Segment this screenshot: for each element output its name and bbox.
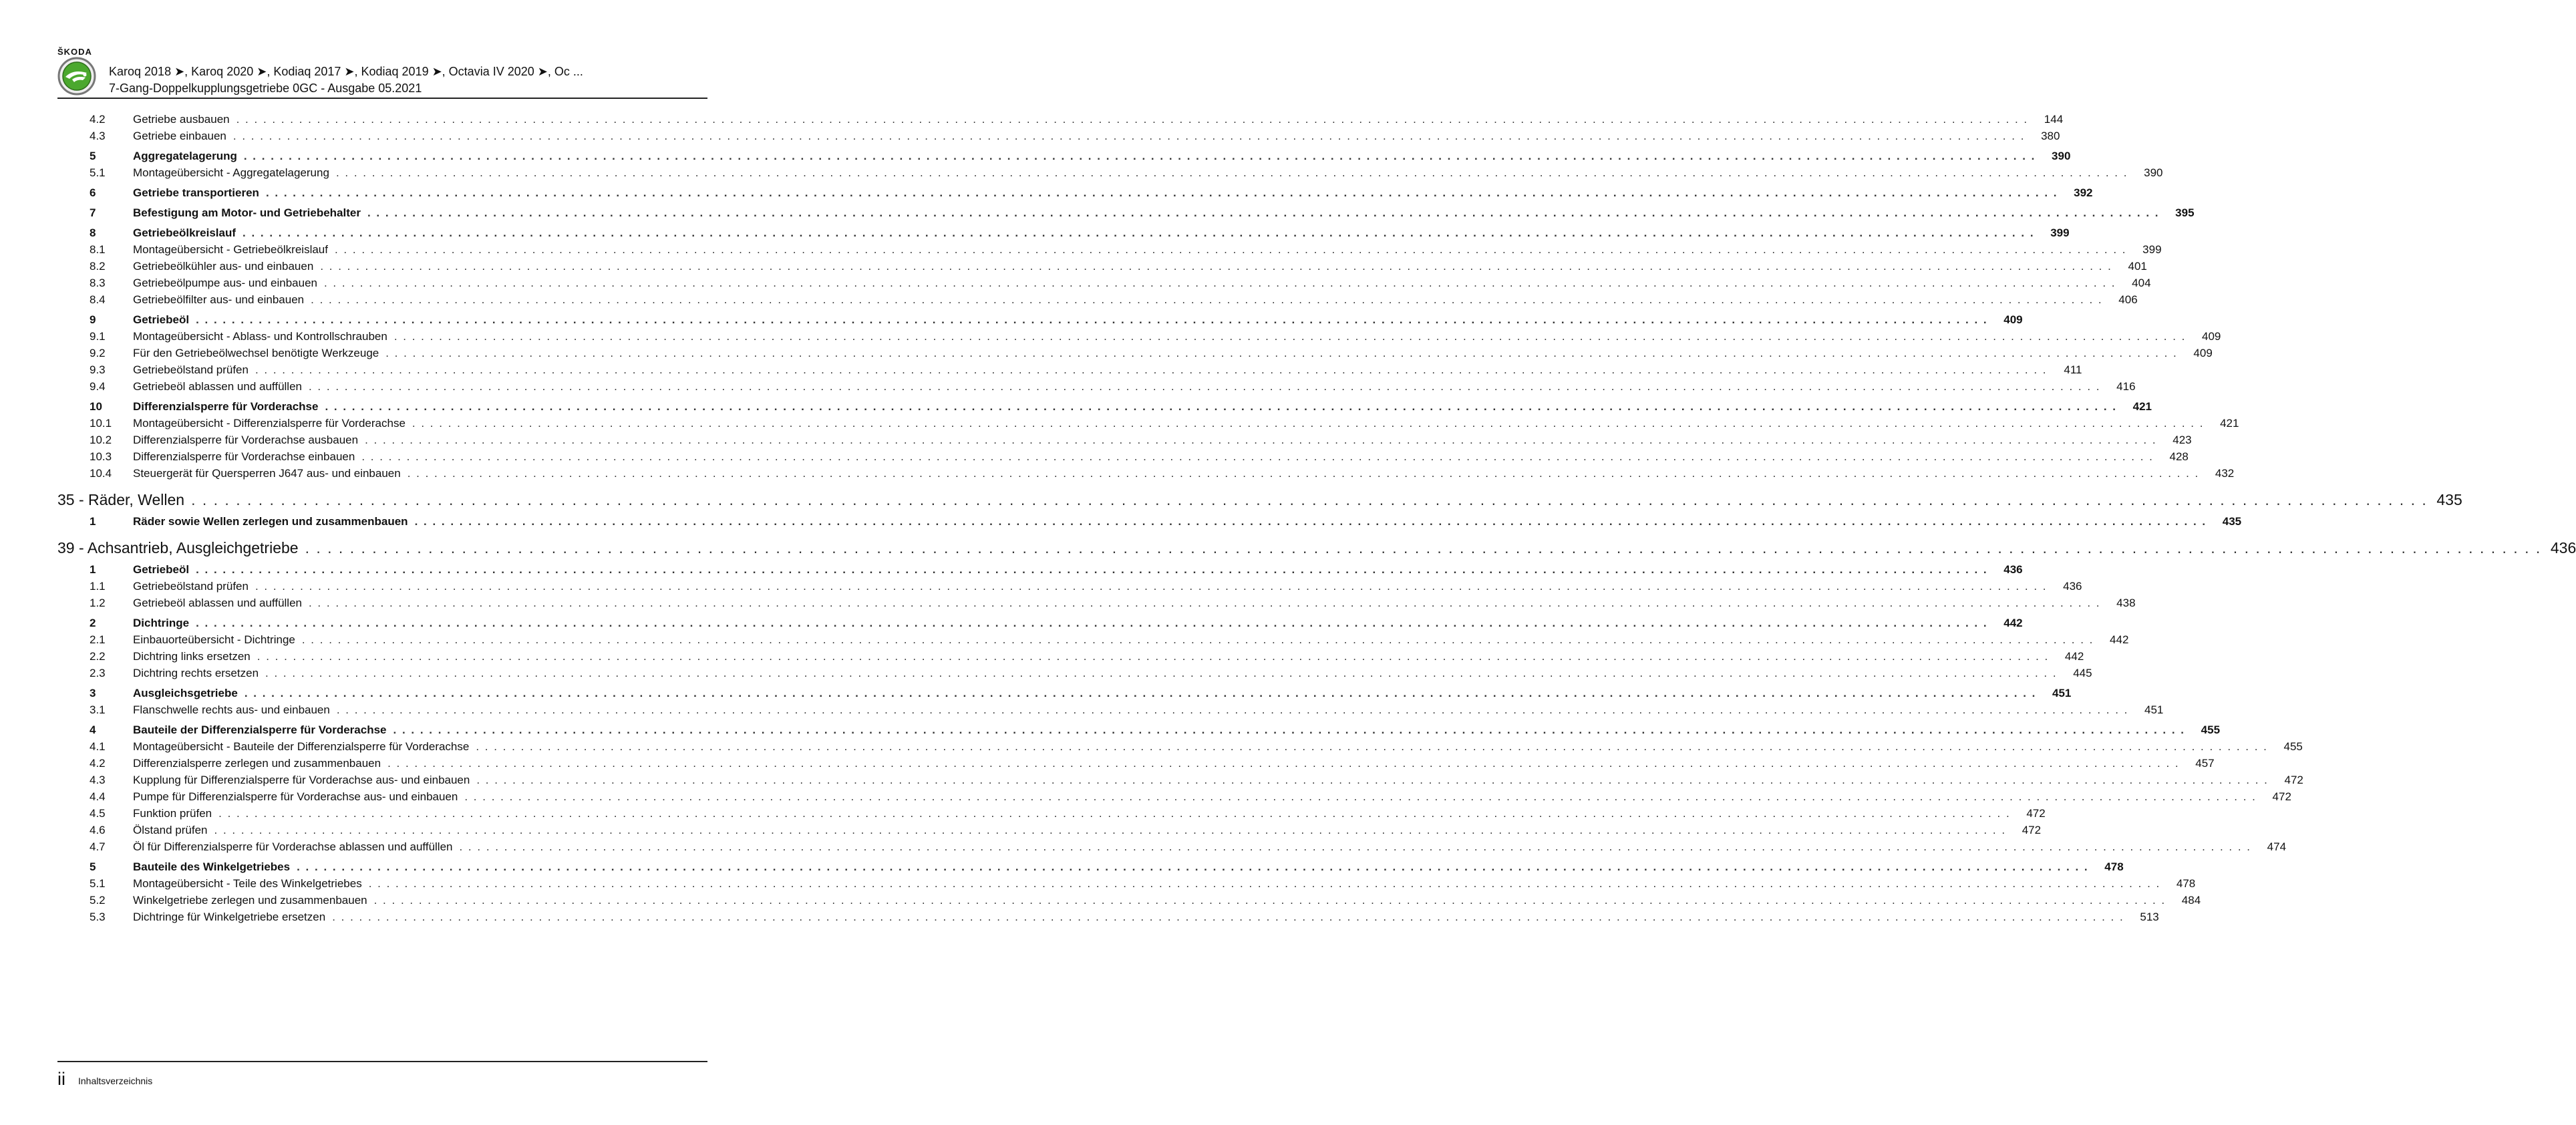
toc-page: 390 — [2144, 166, 2163, 179]
toc-entry[interactable] — [57, 448, 2189, 465]
dot-leader: . . . . . . . . . . . . . . . . . . . . . . . . . . . . . . . . . . . . . . . . . . . . . . . . . . . . . . . . . . . . . . . . . . . . . . . . . . . . . . . . . . . . . . . . . . . . . . . . . . . . . . . . . . . . . . . . . . . . . . . . . . . . . . . . . . . . . . . . . . . . . . . . . . . . . . . . . . . . . . . . . . . . . . . . . . . . . . . . . . . . . . . . . . . . . . . . . . . . . . . . — [385, 347, 2178, 359]
toc-page: 472 — [2284, 774, 2303, 786]
toc-title: Getriebeölkreislauf — [133, 226, 236, 239]
toc-title: Montageübersicht - Getriebeölkreislauf — [133, 243, 328, 256]
toc-title: Räder sowie Wellen zerlegen und zusammenbauen — [133, 515, 408, 528]
toc-title: Montageübersicht - Ablass- und Kontrollschrauben — [133, 330, 387, 343]
toc-number: 4.2 — [90, 757, 106, 770]
toc-number: 8.1 — [90, 243, 106, 256]
toc-page: 442 — [2064, 650, 2084, 663]
dot-leader: . . . . . . . . . . . . . . . . . . . . . . . . . . . . . . . . . . . . . . . . . . . . . . . . . . . . . . . . . . . . . . . . . . . . . . . . . . . . . . . . . . . . . . . . . . . . . . . . . . . . . . . . . . . . . . . . . . . . . . . . . . . . . . . . . . . . . . . . . . . . . . . . . . . . . . . . . . . . . . . . . . . . . . . . . . . . . . . . . . . . . . . . . . . . . . . . . . . . . . . . — [334, 243, 2127, 256]
toc-page: 409 — [2003, 313, 2023, 326]
toc-entry[interactable] — [57, 361, 2082, 378]
toc-number: 10.3 — [90, 450, 112, 463]
toc-title: Differenzialsperre für Vorderachse — [133, 400, 319, 413]
toc-page: 436 — [2003, 563, 2023, 576]
toc-entry[interactable] — [57, 275, 2151, 291]
toc-title: Getriebeölstand prüfen — [133, 580, 249, 593]
table-of-contents — [57, 111, 2576, 925]
toc-section[interactable] — [57, 561, 2023, 578]
toc-title: Differenzialsperre für Vorderachse einbauen — [133, 450, 355, 463]
dot-leader: . . . . . . . . . . . . . . . . . . . . . . . . . . . . . . . . . . . . . . . . . . . . . . . . . . . . . . . . . . . . . . . . . . . . . . . . . . . . . . . . . . . . . . . . . . . . . . . . . . . . . . . . . . . . . . . . . . . . . . . . . . . . . . . . . . . . . . . . . . . . . . . . . . . . . . . . . . . . . . . . . . . . . . . . . . . . . . . . . . . . . . . . . . . . . . . . . . . . . . . . — [311, 293, 2103, 306]
toc-title: Getriebeölfilter aus- und einbauen — [133, 293, 305, 306]
toc-title: Getriebe transportieren — [133, 186, 259, 199]
toc-page: 392 — [2074, 186, 2093, 199]
toc-title: Dichtringe für Winkelgetriebe ersetzen — [133, 911, 326, 923]
toc-page: 442 — [2110, 633, 2129, 646]
toc-section[interactable] — [57, 858, 2124, 875]
toc-page: 484 — [2181, 894, 2201, 907]
toc-entry[interactable] — [57, 595, 2136, 611]
dot-leader: . . . . . . . . . . . . . . . . . . . . . . . . . . . . . . . . . . . . . . . . . . . . . . . . . . . . . . . . . . . . . . . . . . . . . . . . . . . . . . . . . . . . . . . . . . . . . . . . . . . . . . . . . . . . . . . . . . . . . . . . . . . . . . . . . . . . . . . . . . . . . . . . . . . . . . . . . . . . . . . . . . . . . . . . . . . . . . . . . . . . . . . . . . . . . . . . . . . . . . . . — [393, 724, 2186, 736]
toc-section[interactable] — [57, 721, 2221, 738]
toc-title: Ausgleichsgetriebe — [133, 687, 238, 699]
toc-page: 390 — [2052, 150, 2071, 162]
toc-section[interactable] — [57, 615, 2023, 631]
toc-entry[interactable] — [57, 788, 2291, 805]
dot-leader: . . . . . . . . . . . . . . . . . . . . . . . . . . . . . . . . . . . . . . . . . . . . . . . . . . . . . . . . . . . . . . . . . . . . . . . . . . . . . . . . . . . . . . . . . . . . . . . . . . . . . . . . . . . . . . . . . . . . . . . . . . . . . . . . . . . . . . . . . . . . . . . . . . . . . . . . . . . . . . . . . . . . . . . . . . . . . . . . . . . . . . . . . . . . . . . . . . . . . . . . — [476, 774, 2269, 786]
dot-leader: . . . . . . . . . . . . . . . . . . . . . . . . . . . . . . . . . . . . . . . . . . . . . . . . . . . . . . . . . . . . . . . . . . . . . . . . . . . . . . . . . . . . . . . . . . . . . . . . . . . . . . . . . . . . . . . . . . . . . . . . . . . . . . . . . . . . . . . . . . . . . . . . . . . . . . . . . . . . . . . . . . . . . . . . . . . . . . . . . . . . . . . . . . . . . . . . . . . . . . . . — [236, 113, 2029, 126]
toc-page: 435 — [2436, 491, 2462, 508]
toc-entry[interactable] — [57, 738, 2303, 755]
dot-leader: . . . . . . . . . . . . . . . . . . . . . . . . . . . . . . . . . . . . . . . . . . . . . . . . . . . . . . . . . . . . . . . . . . . . . . . . . . . . . . . . . . . . . . . . . . . . . . . . . . . . . . . . . . . . . . . . . . . . . . . . . . . . . . . . . . . . . . . . . . . . . . . . . . . . . . . . . . . . . . . . . . . . . . . . . . . . . . . . . . . . . . . . . . . . . . . . . . . . . . . . — [196, 563, 1988, 576]
toc-page: 438 — [2116, 597, 2136, 609]
dot-leader: . . . . . . . . . . . . . . . . . . . . . . . . . . . . . . . . . . . . . . . . . . . . . . . . . . . . . . . . . . . . . . . . . . . . . . . . . . . . . . . . . . . . . . . . . . . . . . . . . . . . . . . . . . . . . . . . . . . . . . . . . . . . . . . . . . . . . . . . . . . . . . . . . . . . . . . . . . . . . . . . . . . . . . . . . . . . . . . . . . . . . . . . . . . . . . . . . . . . . . . . — [255, 580, 2048, 593]
toc-title: Befestigung am Motor- und Getriebehalter — [133, 206, 361, 219]
toc-section[interactable] — [57, 685, 2072, 701]
dot-leader: . . . . . . . . . . . . . . . . . . . . . . . . . . . . . . . . . . . . . . . . . . . . . . . . . . . . . . . . . . . . . . . . . . . . . . . . . . . . . . . . . . . . . . . . . . . . . . . . . . . . . . . . . . . . . . . . . . . . . . . . . . . . . . . . . . . . . . . . . . . . . . . . . . . . . . . . . . . . . . . . . . . . . . . . . . . . . . . . . . . . . . . . . . . . . . . . . . . . . . . . — [361, 450, 2154, 463]
dot-leader: . . . . . . . . . . . . . . . . . . . . . . . . . . . . . . . . . . . . . . . . . . . . . . . . . . . . . . . . . . . . . . . . . . . . . . . . . . . . . . . . . . . . . . . . . . . . . . . . . . . . . . . . . . . . . . . . . . . . . . . . . . . . . . . . . . . . . . . . . . . . . . . . . . . . . . . . . . . . . . . . . . . . . . . . . . . . . . . . . . . . . . . . . . . . . . . . . . . . . . . . — [414, 515, 2207, 528]
toc-number: 9.2 — [90, 347, 106, 359]
toc-title: Differenzialsperre für Vorderachse ausbauen — [133, 434, 359, 446]
toc-entry[interactable] — [57, 465, 2235, 482]
toc-number: 4 — [90, 724, 96, 736]
toc-entry[interactable] — [57, 909, 2159, 925]
brand-wordmark: ŠKODA — [57, 47, 92, 57]
toc-page: 421 — [2220, 417, 2239, 430]
toc-title: 39 - Achsantrieb, Ausgleichgetriebe — [57, 539, 299, 556]
dot-leader: . . . . . . . . . . . . . . . . . . . . . . . . . . . . . . . . . . . . . . . . . . . . . . . . . . . . . . . . . . . . . . . . . . . . . . . . . . . . . . . . . . . . . . . . . . . . . . . . . . . . . . . . . . . . . . . . . . . . . . . . . . . . . . . . . . . . . . . . . . . . . . . . . . . . . . . . . . . . . . . . . . . . . . . . . . . . . . . . . . . . . . . . . . . . . . . . . . . . . . . . — [257, 650, 2050, 663]
toc-title: Montageübersicht - Bauteile der Differenzialsperre für Vorderachse — [133, 740, 470, 753]
dot-leader: . . . . . . . . . . . . . . . . . . . . . . . . . . . . . . . . . . . . . . . . . . . . . . . . . . . . . . . . . . . . . . . . . . . . . . . . . . . . . . . . . . . . . . . . . . . . . . . . . . . . . . . . . . . . . . . . . . . . . . . . . . . . . . . . . . . . . . . . . . . . . . . . . . . . . . . . . . . . . . . . . . . . . . . . . . . . . . . . . . . . . . . . . . . . . . . . . . . . . . . . — [323, 277, 2116, 289]
dot-leader: . . . . . . . . . . . . . . . . . . . . . . . . . . . . . . . . . . . . . . . . . . . . . . . . . . . . . . . . . . . . . . . . . . . . . . . . . . . . . . . . . . . . . . . . . . . . . . . . . . . . . . . . . . . . . . . . . . . . . . . . . . . . . . . . . . . . . . . . . . . . . . . . . . . . . . . . . . . . . . . . . . . . . . . . . . . . . . . . . . . . . . . . . . . . . . . . . . . . . . . . — [214, 824, 2007, 836]
dot-leader: . . . . . . . . . . . . . . . . . . . . . . . . . . . . . . . . . . . . . . . . . . . . . . . . . . . . . . . . . . . . . . . . . . . . . . . . . . . . . . . . . . . . . . . . . . . . . . . . . . . . . . . . . . . . . . . . . . . . . . . . . . . . . . . . . . . . . . . . . . . . . . . . . . . . . . . . . . . . . . . . . . . . . . . . . . . . . . . . . . . . . . . . . . . . . . . . . . . . . . . . — [255, 363, 2048, 376]
dot-leader: . . . . . . . . . . . . . . . . . . . . . . . . . . . . . . . . . . . . . . . . . . . . . . . . . . . . . . . . . . . . . . . . . . . . . . . . . . . . . . . . . . . . . . . . . . . . . . . . . . . . . . . . . . . . . . . . . . . . . . . . . . . . . . . . . . . . . . . . . . . . . . . . . . . . . . . . . . . . . . . . . . . . . . . . . . . . . . . . . . . . . . . . . . . . . . . . . . . . . . . . — [332, 911, 2124, 923]
toc-title: Einbauorteübersicht - Dichtringe — [133, 633, 295, 646]
toc-title: Montageübersicht - Teile des Winkelgetriebes — [133, 877, 362, 890]
toc-page: 457 — [2195, 757, 2215, 770]
toc-number: 1 — [90, 515, 96, 528]
toc-number: 9.4 — [90, 380, 106, 393]
toc-title: Getriebe ausbauen — [133, 113, 230, 126]
toc-title: Bauteile der Differenzialsperre für Vorderachse — [133, 724, 387, 736]
toc-page: 399 — [2050, 226, 2070, 239]
toc-number: 2.2 — [90, 650, 106, 663]
toc-number: 4.3 — [90, 130, 106, 142]
header-subtitle: 7-Gang-Doppelkupplungsgetriebe 0GC - Ausgabe 05.2021 — [109, 82, 422, 95]
dot-leader: . . . . . . . . . . . . . . . . . . . . . . . . . . . . . . . . . . . . . . . . . . . . . . . . . . . . . . . . . . . . . . . . . . . . . . . . . . . . . . . . . . . . . . . . . . . . . . . . . . . . . . . . . . . . . . . . . . . . . . . . . . . . . . . . . . . . . . . . . . . . . . . . . . . . . . . . . . . . . . . . . . . . . . . . . . . . . . . . . . . . . . . . . . . . . . . . . . . . . . . . — [243, 226, 2035, 239]
toc-entry[interactable] — [57, 432, 2192, 448]
dot-leader: . . . . . . . . . . . . . . . . . . . . . . . . . . . . . . . . . . . . . . . . . . . . . . . . . . . . . . . . . . . . . . . . . . . . . . . . . . . . . . . . . . . . . . . . . . . . . . . . . . . . . . . . . . . . . . . . . . . . . . . . . . . . . . . . . . . . . . . . . . . . . . . . . . . . . . . . . . . . . . . . . . . . . . . . . . . . . . . . . . . . . . . . . . . . . . . . . . . . . . . . — [308, 597, 2101, 609]
dot-leader: . . . . . . . . . . . . . . . . . . . . . . . . . . . . . . . . . . . . . . . . . . . . . . . . . . . . . . . . . . . . . . . . . . . . . . . . . . . . . . . . . . . . . . . . . . . . . . . . . . . . . . . . . . . . . . . . . . . . . . . . . . . . . . . . . . . . . . . . . . . . . . . . . . . . . . . . . . . . . . . . . . . . . . . . . . . . . . . . . . . . . . . . . . . . . . . . . . . . . . . . — [265, 667, 2058, 679]
toc-entry[interactable] — [57, 875, 2196, 892]
toc-entry[interactable] — [57, 892, 2201, 909]
toc-page: 401 — [2128, 260, 2147, 273]
toc-section[interactable] — [57, 513, 2242, 530]
toc-page: 451 — [2144, 703, 2164, 716]
dot-leader: . . . . . . . . . . . . . . . . . . . . . . . . . . . . . . . . . . . . . . . . . . . . . . . . . . . . . . . . . . . . . . . . . . . . . . . . . . . . . . . . . . . . . . . . . . . . . . . . . . . . . . . . . . . . . . . . . . . . . . . . . . . . . . . . . . . . . . . . . . . . . . . . . . . . . . . . . . . . . . . . . . . . . . . . . . . . . . . . . . . . . . . . . . . . . . . . . . . . . . . . — [336, 703, 2129, 716]
toc-chapter[interactable] — [57, 538, 2576, 558]
dot-leader: . . . . . . . . . . . . . . . . . . . . . . . . . . . . . . . . . . . . . . . . . . . . . . . . . . . . . . . . . . . . . . . . . . . . . . . . . . . . . . . . . . . . . . . . . . . . . . . . . . . . . . . . . . . . . . . . . . . . . . . . . . . . . . . . . . . . . . . . . . . . . . . . . . . . . . . . . . . . . . . . . . . . . . . . . . . . . . . . . . . . . . . . . . . . . . . . . . . . . . . . — [244, 687, 2037, 699]
toc-title: Dichtring rechts ersetzen — [133, 667, 259, 679]
toc-page: 421 — [2132, 400, 2152, 413]
toc-entry[interactable] — [57, 838, 2287, 855]
toc-number: 4.1 — [90, 740, 106, 753]
toc-number: 5.3 — [90, 911, 106, 923]
toc-page: 436 — [2063, 580, 2082, 593]
toc-page: 442 — [2003, 617, 2023, 629]
toc-title: Aggregatelagerung — [133, 150, 237, 162]
toc-number: 4.6 — [90, 824, 106, 836]
dot-leader: . . . . . . . . . . . . . . . . . . . . . . . . . . . . . . . . . . . . . . . . . . . . . . . . . . . . . . . . . . . . . . . . . . . . . . . . . . . . . . . . . . . . . . . . . . . . . . . . . . . . . . . . . . . . . . . . . . . . . . . . . . . . . . . . . . . . . . . . . . . . . . . . . . . . . . . . . . . . . . . . . . . . . . . . . . . . . . . . . . . . . . . . . . . . . . . . . . . . . . . . — [232, 130, 2026, 142]
toc-title: Ölstand prüfen — [133, 824, 208, 836]
page-number: ii — [57, 1069, 65, 1089]
toc-entry[interactable] — [57, 241, 2162, 258]
toc-entry[interactable] — [57, 665, 2092, 681]
toc-title: Getriebeöl ablassen und auffüllen — [133, 597, 302, 609]
toc-number: 5 — [90, 860, 96, 873]
toc-title: Winkelgetriebe zerlegen und zusammenbauen — [133, 894, 367, 907]
toc-entry[interactable] — [57, 378, 2136, 395]
toc-page: 435 — [2222, 515, 2242, 528]
toc-number: 5.1 — [90, 166, 106, 179]
toc-page: 472 — [2272, 790, 2291, 803]
dot-leader: . . . . . . . . . . . . . . . . . . . . . . . . . . . . . . . . . . . . . . . . . . . . . . . . . . . . . . . . . . . . . . . . . . . . . . . . . . . . . . . . . . . . . . . . . . . . . . . . . . . . . . . . . . . . . . . . . . . . . . . . . . . . . . . . . . . . . . . . . . . . . . . . . . . . . . . . . . . . . . . . . . . . . . . . . . . . . . . . . . . . . . . . . . . . . . . . . . . . . . . . — [373, 894, 2166, 907]
toc-page: 404 — [2132, 277, 2151, 289]
dot-leader: . . . . . . . . . . . . . . . . . . . . . . . . . . . . . . . . . . . . . . . . . . . . . . . . . . . . . . . . . . . . . . . . . . . . . . . . . . . . . . . . . . . . . . . . . . . . . . . . . . . . . . . . . . . . . . . . . . . . . . . . . . . . . . . . . . . . . . . . . . . . . . . . . . . . . . . . . . . . . . . . . . . . . . . . . . . . . . . . . . . . . . . . . . . . . . . . . . . . . . . . — [196, 617, 1988, 629]
toc-page: 472 — [2026, 807, 2046, 820]
toc-title: Getriebeöl — [133, 563, 190, 576]
toc-title: Für den Getriebeölwechsel benötigte Werkzeuge — [133, 347, 379, 359]
toc-page: 380 — [2041, 130, 2060, 142]
toc-title: 35 - Räder, Wellen — [57, 491, 185, 508]
toc-title: Bauteile des Winkelgetriebes — [133, 860, 291, 873]
toc-title: Getriebeölpumpe aus- und einbauen — [133, 277, 317, 289]
toc-entry[interactable] — [57, 111, 2064, 128]
dot-leader: . . . . . . . . . . . . . . . . . . . . . . . . . . . . . . . . . . . . . . . . . . . . . . . . . . . . . . . . . . . . . . . . . . . . . . . . . . . . . . . . . . . . . . . . . . . . . . . . . . . . . . . . . . . . . . . . . . . . . . . . . . . . . . . . . . . . . . . . . . . . . . . . . . . . . . . . . . . . . . . . . . . . . . . . . . . . . . . . . . . . . . . . . . . . . . . . . . . . . . . . — [265, 186, 2058, 199]
toc-entry[interactable] — [57, 258, 2147, 275]
toc-title: Dichtring links ersetzen — [133, 650, 251, 663]
toc-number: 10.1 — [90, 417, 112, 430]
toc-number: 4.5 — [90, 807, 106, 820]
toc-title: Getriebeölkühler aus- und einbauen — [133, 260, 314, 273]
toc-number: 5.1 — [90, 877, 106, 890]
skoda-logo-icon — [57, 57, 96, 96]
toc-section[interactable] — [57, 224, 2070, 241]
toc-number: 4.7 — [90, 840, 106, 853]
toc-section[interactable] — [57, 398, 2152, 415]
toc-section[interactable] — [57, 311, 2023, 328]
dot-leader: . . . . . . . . . . . . . . . . . . . . . . . . . . . . . . . . . . . . . . . . . . . . . . . . . . . . . . . . . . . . . . . . . . . . . . . . . . . . . . . . . . . . . . . . . . . . . . . . . . . . . . . . . . . . . . . . . . . . . . . . . . . . . . . . . . . . . . . . . . . . . . . . . . . . . . . . . . . . . . . . . . . . . . . . . . . . . . . . . . . . . . . . . . . . . . . . . . . . . . . . — [305, 539, 2542, 556]
toc-number: 5.2 — [90, 894, 106, 907]
toc-title: Getriebeölstand prüfen — [133, 363, 249, 376]
toc-page: 399 — [2142, 243, 2162, 256]
dot-leader: . . . . . . . . . . . . . . . . . . . . . . . . . . . . . . . . . . . . . . . . . . . . . . . . . . . . . . . . . . . . . . . . . . . . . . . . . . . . . . . . . . . . . . . . . . . . . . . . . . . . . . . . . . . . . . . . . . . . . . . . . . . . . . . . . . . . . . . . . . . . . . . . . . . . . . . . . . . . . . . . . . . . . . . . . . . . . . . . . . . . . . . . . . . . . . . . . . . . . . . . — [308, 380, 2101, 393]
toc-page: 428 — [2169, 450, 2189, 463]
dot-leader: . . . . . . . . . . . . . . . . . . . . . . . . . . . . . . . . . . . . . . . . . . . . . . . . . . . . . . . . . . . . . . . . . . . . . . . . . . . . . . . . . . . . . . . . . . . . . . . . . . . . . . . . . . . . . . . . . . . . . . . . . . . . . . . . . . . . . . . . . . . . . . . . . . . . . . . . . . . . . . . . . . . . . . . . . . . . . . . . . . . . . . . . . . . . . . . . . . . . . . . . — [243, 150, 2036, 162]
toc-page: 445 — [2073, 667, 2092, 679]
toc-number: 6 — [90, 186, 96, 199]
toc-entry[interactable] — [57, 345, 2213, 361]
toc-title: Steuergerät für Quersperren J647 aus- und einbauen — [133, 467, 401, 480]
footer-label: Inhaltsverzeichnis — [78, 1076, 153, 1086]
toc-page: 513 — [2140, 911, 2159, 923]
dot-leader: . . . . . . . . . . . . . . . . . . . . . . . . . . . . . . . . . . . . . . . . . . . . . . . . . . . . . . . . . . . . . . . . . . . . . . . . . . . . . . . . . . . . . . . . . . . . . . . . . . . . . . . . . . . . . . . . . . . . . . . . . . . . . . . . . . . . . . . . . . . . . . . . . . . . . . . . . . . . . . . . . . . . . . . . . . . . . . . . . . . . . . . . . . . . . . . . . . . . . . . . — [191, 491, 2428, 508]
toc-page: 436 — [2550, 539, 2576, 556]
toc-number: 8 — [90, 226, 96, 239]
toc-entry[interactable] — [57, 164, 2163, 181]
toc-number: 3 — [90, 687, 96, 699]
dot-leader: . . . . . . . . . . . . . . . . . . . . . . . . . . . . . . . . . . . . . . . . . . . . . . . . . . . . . . . . . . . . . . . . . . . . . . . . . . . . . . . . . . . . . . . . . . . . . . . . . . . . . . . . . . . . . . . . . . . . . . . . . . . . . . . . . . . . . . . . . . . . . . . . . . . . . . . . . . . . . . . . . . . . . . . . . . . . . . . . . . . . . . . . . . . . . . . . . . . . . . . . — [464, 790, 2257, 803]
toc-number: 8.2 — [90, 260, 106, 273]
dot-leader: . . . . . . . . . . . . . . . . . . . . . . . . . . . . . . . . . . . . . . . . . . . . . . . . . . . . . . . . . . . . . . . . . . . . . . . . . . . . . . . . . . . . . . . . . . . . . . . . . . . . . . . . . . . . . . . . . . . . . . . . . . . . . . . . . . . . . . . . . . . . . . . . . . . . . . . . . . . . . . . . . . . . . . . . . . . . . . . . . . . . . . . . . . . . . . . . . . . . . . . . — [325, 400, 2118, 413]
toc-title: Getriebeöl — [133, 313, 190, 326]
dot-leader: . . . . . . . . . . . . . . . . . . . . . . . . . . . . . . . . . . . . . . . . . . . . . . . . . . . . . . . . . . . . . . . . . . . . . . . . . . . . . . . . . . . . . . . . . . . . . . . . . . . . . . . . . . . . . . . . . . . . . . . . . . . . . . . . . . . . . . . . . . . . . . . . . . . . . . . . . . . . . . . . . . . . . . . . . . . . . . . . . . . . . . . . . . . . . . . . . . . . . . . . — [368, 877, 2161, 890]
toc-title: Montageübersicht - Aggregatelagerung — [133, 166, 329, 179]
toc-number: 1 — [90, 563, 96, 576]
toc-number: 2.3 — [90, 667, 106, 679]
toc-entry[interactable] — [57, 805, 2046, 822]
dot-leader: . . . . . . . . . . . . . . . . . . . . . . . . . . . . . . . . . . . . . . . . . . . . . . . . . . . . . . . . . . . . . . . . . . . . . . . . . . . . . . . . . . . . . . . . . . . . . . . . . . . . . . . . . . . . . . . . . . . . . . . . . . . . . . . . . . . . . . . . . . . . . . . . . . . . . . . . . . . . . . . . . . . . . . . . . . . . . . . . . . . . . . . . . . . . . . . . . . . . . . . . — [365, 434, 2157, 446]
dot-leader: . . . . . . . . . . . . . . . . . . . . . . . . . . . . . . . . . . . . . . . . . . . . . . . . . . . . . . . . . . . . . . . . . . . . . . . . . . . . . . . . . . . . . . . . . . . . . . . . . . . . . . . . . . . . . . . . . . . . . . . . . . . . . . . . . . . . . . . . . . . . . . . . . . . . . . . . . . . . . . . . . . . . . . . . . . . . . . . . . . . . . . . . . . . . . . . . . . . . . . . . — [412, 417, 2205, 430]
toc-title: Getriebe einbauen — [133, 130, 226, 142]
toc-number: 2 — [90, 617, 96, 629]
toc-entry[interactable] — [57, 415, 2239, 432]
toc-page: 472 — [2022, 824, 2042, 836]
toc-entry[interactable] — [57, 328, 2221, 345]
toc-title: Funktion prüfen — [133, 807, 212, 820]
toc-page: 423 — [2172, 434, 2192, 446]
toc-page: 478 — [2104, 860, 2124, 873]
dot-leader: . . . . . . . . . . . . . . . . . . . . . . . . . . . . . . . . . . . . . . . . . . . . . . . . . . . . . . . . . . . . . . . . . . . . . . . . . . . . . . . . . . . . . . . . . . . . . . . . . . . . . . . . . . . . . . . . . . . . . . . . . . . . . . . . . . . . . . . . . . . . . . . . . . . . . . . . . . . . . . . . . . . . . . . . . . . . . . . . . . . . . . . . . . . . . . . . . . . . . . . . — [393, 330, 2187, 343]
toc-entry[interactable] — [57, 755, 2215, 772]
toc-page: 409 — [2193, 347, 2213, 359]
toc-title: Kupplung für Differenzialsperre für Vorderachse aus- und einbauen — [133, 774, 470, 786]
toc-number: 9 — [90, 313, 96, 326]
toc-page: 411 — [2064, 363, 2082, 376]
toc-page: 432 — [2215, 467, 2235, 480]
toc-entry[interactable] — [57, 631, 2129, 648]
dot-leader: . . . . . . . . . . . . . . . . . . . . . . . . . . . . . . . . . . . . . . . . . . . . . . . . . . . . . . . . . . . . . . . . . . . . . . . . . . . . . . . . . . . . . . . . . . . . . . . . . . . . . . . . . . . . . . . . . . . . . . . . . . . . . . . . . . . . . . . . . . . . . . . . . . . . . . . . . . . . . . . . . . . . . . . . . . . . . . . . . . . . . . . . . . . . . . . . . . . . . . . . — [459, 840, 2252, 853]
toc-number: 8.3 — [90, 277, 106, 289]
header-models: Karoq 2018 ➤, Karoq 2020 ➤, Kodiaq 2017 ➤, Kodiaq 2019 ➤, Octavia IV 2020 ➤, Oc ... — [109, 65, 583, 78]
toc-page: 474 — [2267, 840, 2287, 853]
toc-number: 8.4 — [90, 293, 106, 306]
toc-entry[interactable] — [57, 822, 2042, 838]
footer-divider — [57, 1061, 707, 1062]
toc-number: 10.4 — [90, 467, 112, 480]
toc-section[interactable] — [57, 148, 2071, 164]
dot-leader: . . . . . . . . . . . . . . . . . . . . . . . . . . . . . . . . . . . . . . . . . . . . . . . . . . . . . . . . . . . . . . . . . . . . . . . . . . . . . . . . . . . . . . . . . . . . . . . . . . . . . . . . . . . . . . . . . . . . . . . . . . . . . . . . . . . . . . . . . . . . . . . . . . . . . . . . . . . . . . . . . . . . . . . . . . . . . . . . . . . . . . . . . . . . . . . . . . . . . . . . — [407, 467, 2200, 480]
toc-number: 4.3 — [90, 774, 106, 786]
toc-number: 10.2 — [90, 434, 112, 446]
dot-leader: . . . . . . . . . . . . . . . . . . . . . . . . . . . . . . . . . . . . . . . . . . . . . . . . . . . . . . . . . . . . . . . . . . . . . . . . . . . . . . . . . . . . . . . . . . . . . . . . . . . . . . . . . . . . . . . . . . . . . . . . . . . . . . . . . . . . . . . . . . . . . . . . . . . . . . . . . . . . . . . . . . . . . . . . . . . . . . . . . . . . . . . . . . . . . . . . . . . . . . . . — [387, 757, 2180, 770]
toc-page: 395 — [2175, 206, 2195, 219]
toc-page: 478 — [2176, 877, 2196, 890]
dot-leader: . . . . . . . . . . . . . . . . . . . . . . . . . . . . . . . . . . . . . . . . . . . . . . . . . . . . . . . . . . . . . . . . . . . . . . . . . . . . . . . . . . . . . . . . . . . . . . . . . . . . . . . . . . . . . . . . . . . . . . . . . . . . . . . . . . . . . . . . . . . . . . . . . . . . . . . . . . . . . . . . . . . . . . . . . . . . . . . . . . . . . . . . . . . . . . . . . . . . . . . . — [367, 206, 2160, 219]
dot-leader: . . . . . . . . . . . . . . . . . . . . . . . . . . . . . . . . . . . . . . . . . . . . . . . . . . . . . . . . . . . . . . . . . . . . . . . . . . . . . . . . . . . . . . . . . . . . . . . . . . . . . . . . . . . . . . . . . . . . . . . . . . . . . . . . . . . . . . . . . . . . . . . . . . . . . . . . . . . . . . . . . . . . . . . . . . . . . . . . . . . . . . . . . . . . . . . . . . . . . . . . — [320, 260, 2112, 273]
toc-entry[interactable] — [57, 701, 2164, 718]
toc-entry[interactable] — [57, 772, 2303, 788]
toc-page: 455 — [2283, 740, 2303, 753]
toc-entry[interactable] — [57, 648, 2084, 665]
dot-leader: . . . . . . . . . . . . . . . . . . . . . . . . . . . . . . . . . . . . . . . . . . . . . . . . . . . . . . . . . . . . . . . . . . . . . . . . . . . . . . . . . . . . . . . . . . . . . . . . . . . . . . . . . . . . . . . . . . . . . . . . . . . . . . . . . . . . . . . . . . . . . . . . . . . . . . . . . . . . . . . . . . . . . . . . . . . . . . . . . . . . . . . . . . . . . . . . . . . . . . . . — [218, 807, 2011, 820]
toc-page: 455 — [2201, 724, 2221, 736]
toc-page: 409 — [2202, 330, 2221, 343]
toc-page: 451 — [2052, 687, 2072, 699]
dot-leader: . . . . . . . . . . . . . . . . . . . . . . . . . . . . . . . . . . . . . . . . . . . . . . . . . . . . . . . . . . . . . . . . . . . . . . . . . . . . . . . . . . . . . . . . . . . . . . . . . . . . . . . . . . . . . . . . . . . . . . . . . . . . . . . . . . . . . . . . . . . . . . . . . . . . . . . . . . . . . . . . . . . . . . . . . . . . . . . . . . . . . . . . . . . . . . . . . . . . . . . . — [335, 166, 2128, 179]
toc-title: Öl für Differenzialsperre für Vorderachse ablassen und auffüllen — [133, 840, 453, 853]
toc-title: Pumpe für Differenzialsperre für Vorderachse aus- und einbauen — [133, 790, 458, 803]
toc-page: 406 — [2118, 293, 2138, 306]
toc-page: 144 — [2044, 113, 2064, 126]
dot-leader: . . . . . . . . . . . . . . . . . . . . . . . . . . . . . . . . . . . . . . . . . . . . . . . . . . . . . . . . . . . . . . . . . . . . . . . . . . . . . . . . . . . . . . . . . . . . . . . . . . . . . . . . . . . . . . . . . . . . . . . . . . . . . . . . . . . . . . . . . . . . . . . . . . . . . . . . . . . . . . . . . . . . . . . . . . . . . . . . . . . . . . . . . . . . . . . . . . . . . . . . — [297, 860, 2089, 873]
toc-number: 4.4 — [90, 790, 106, 803]
toc-section[interactable] — [57, 184, 2093, 201]
toc-title: Dichtringe — [133, 617, 190, 629]
dot-leader: . . . . . . . . . . . . . . . . . . . . . . . . . . . . . . . . . . . . . . . . . . . . . . . . . . . . . . . . . . . . . . . . . . . . . . . . . . . . . . . . . . . . . . . . . . . . . . . . . . . . . . . . . . . . . . . . . . . . . . . . . . . . . . . . . . . . . . . . . . . . . . . . . . . . . . . . . . . . . . . . . . . . . . . . . . . . . . . . . . . . . . . . . . . . . . . . . . . . . . . . — [476, 740, 2268, 753]
dot-leader: . . . . . . . . . . . . . . . . . . . . . . . . . . . . . . . . . . . . . . . . . . . . . . . . . . . . . . . . . . . . . . . . . . . . . . . . . . . . . . . . . . . . . . . . . . . . . . . . . . . . . . . . . . . . . . . . . . . . . . . . . . . . . . . . . . . . . . . . . . . . . . . . . . . . . . . . . . . . . . . . . . . . . . . . . . . . . . . . . . . . . . . . . . . . . . . . . . . . . . . . — [196, 313, 1988, 326]
header-divider — [57, 98, 707, 99]
toc-title: Differenzialsperre zerlegen und zusammenbauen — [133, 757, 381, 770]
toc-chapter[interactable] — [57, 490, 2462, 510]
toc-title: Flanschwelle rechts aus- und einbauen — [133, 703, 330, 716]
toc-entry[interactable] — [57, 578, 2082, 595]
toc-number: 1.1 — [90, 580, 106, 593]
toc-page: 416 — [2116, 380, 2136, 393]
toc-number: 3.1 — [90, 703, 106, 716]
toc-number: 10 — [90, 400, 102, 413]
toc-entry[interactable] — [57, 128, 2060, 144]
dot-leader: . . . . . . . . . . . . . . . . . . . . . . . . . . . . . . . . . . . . . . . . . . . . . . . . . . . . . . . . . . . . . . . . . . . . . . . . . . . . . . . . . . . . . . . . . . . . . . . . . . . . . . . . . . . . . . . . . . . . . . . . . . . . . . . . . . . . . . . . . . . . . . . . . . . . . . . . . . . . . . . . . . . . . . . . . . . . . . . . . . . . . . . . . . . . . . . . . . . . . . . . — [301, 633, 2094, 646]
toc-title: Getriebeöl ablassen und auffüllen — [133, 380, 302, 393]
toc-number: 9.3 — [90, 363, 106, 376]
toc-number: 5 — [90, 150, 96, 162]
toc-entry[interactable] — [57, 291, 2138, 308]
toc-title: Montageübersicht - Differenzialsperre für Vorderachse — [133, 417, 406, 430]
toc-number: 2.1 — [90, 633, 106, 646]
toc-number: 1.2 — [90, 597, 106, 609]
toc-section[interactable] — [57, 204, 2195, 221]
toc-number: 4.2 — [90, 113, 106, 126]
toc-number: 7 — [90, 206, 96, 219]
toc-number: 9.1 — [90, 330, 106, 343]
